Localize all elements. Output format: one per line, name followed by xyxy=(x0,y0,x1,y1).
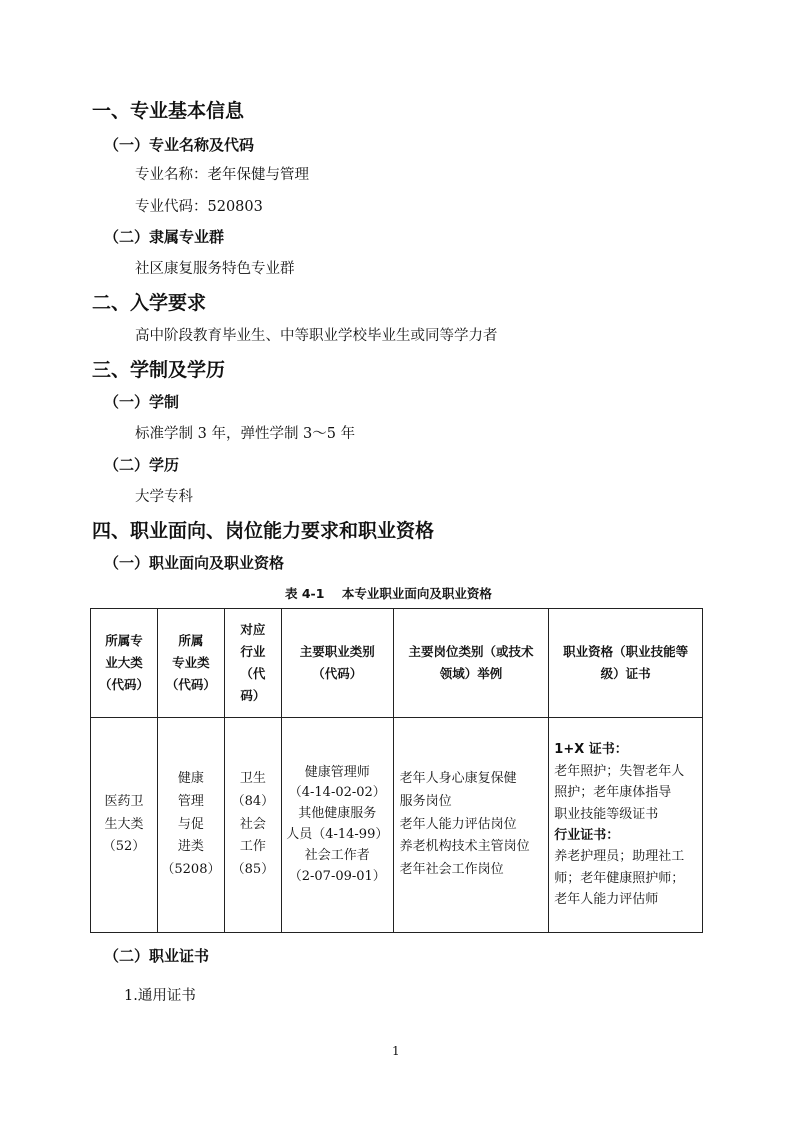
section-1-2-title: （二）隶属专业群 xyxy=(104,228,225,246)
table-row xyxy=(91,718,703,933)
section-2-title: 二、入学要求 xyxy=(92,292,207,314)
section-1-1-title: （一）专业名称及代码 xyxy=(104,136,255,154)
occupation-table xyxy=(90,608,703,933)
table-caption: 表 4-1 本专业职业面向及职业资格 xyxy=(285,586,492,601)
general-certificate-item: 1.通用证书 xyxy=(124,988,196,1004)
cell-major-category: 医药卫 生大类 （52） xyxy=(91,718,158,933)
section-1-title: 一、专业基本信息 xyxy=(92,100,245,122)
section-4-title: 四、职业面向、岗位能力要求和职业资格 xyxy=(92,520,435,542)
header-certificate: 职业资格（职业技能等 级）证书 xyxy=(549,609,703,718)
cell-position: 老年人身心康复保健 服务岗位 老年人能力评估岗位 养老机构技术主管岗位 老年社会工作岗位 xyxy=(393,718,549,933)
admission-requirement: 高中阶段教育毕业生、中等职业学校毕业生或同等学力者 xyxy=(135,328,498,344)
degree: 大学专科 xyxy=(135,489,193,505)
major-group: 社区康复服务特色专业群 xyxy=(135,261,295,277)
major-code: 专业代码：520803 xyxy=(135,199,263,215)
table-header-row xyxy=(91,609,703,718)
section-3-title: 三、学制及学历 xyxy=(92,359,226,381)
page-number: 1 xyxy=(392,1044,400,1058)
section-3-1-title: （一）学制 xyxy=(104,393,180,411)
major-name: 专业名称：老年保健与管理 xyxy=(135,167,309,183)
header-occupation: 主要职业类别 （代码） xyxy=(281,609,393,718)
header-major-category: 所属专 业大类 （代码） xyxy=(91,609,158,718)
cell-industry: 卫生 （84） 社会 工作 （85） xyxy=(224,718,281,933)
cell-certificate: 1+X 证书： 老年照护；失智老年人 照护；老年康体指导 职业技能等级证书 行业证书： 养老护理员；助理社工 师；老年健康照护师； 老年人能力评估师 xyxy=(549,718,703,933)
section-3-2-title: （二）学历 xyxy=(104,456,180,474)
cell-occupation: 健康管理师 （4-14-02-02） 其他健康服务 人员（4-14-99） 社会工作者 （2-07-09-01） xyxy=(281,718,393,933)
header-major-class: 所属 专业类 （代码） xyxy=(157,609,224,718)
cert-1x-label: 1+X 证书： xyxy=(554,742,628,758)
cell-major-class: 健康 管理 与促 进类 （5208） xyxy=(157,718,224,933)
study-length: 标准学制 3 年，弹性学制 3～5 年 xyxy=(135,426,356,442)
header-industry: 对应 行业 （代 码） xyxy=(224,609,281,718)
section-4-1-title: （一）职业面向及职业资格 xyxy=(104,554,285,572)
header-position: 主要岗位类别（或技术 领域）举例 xyxy=(393,609,549,718)
cert-industry-label: 行业证书： xyxy=(554,828,620,843)
section-4-2-title: （二）职业证书 xyxy=(104,947,210,965)
